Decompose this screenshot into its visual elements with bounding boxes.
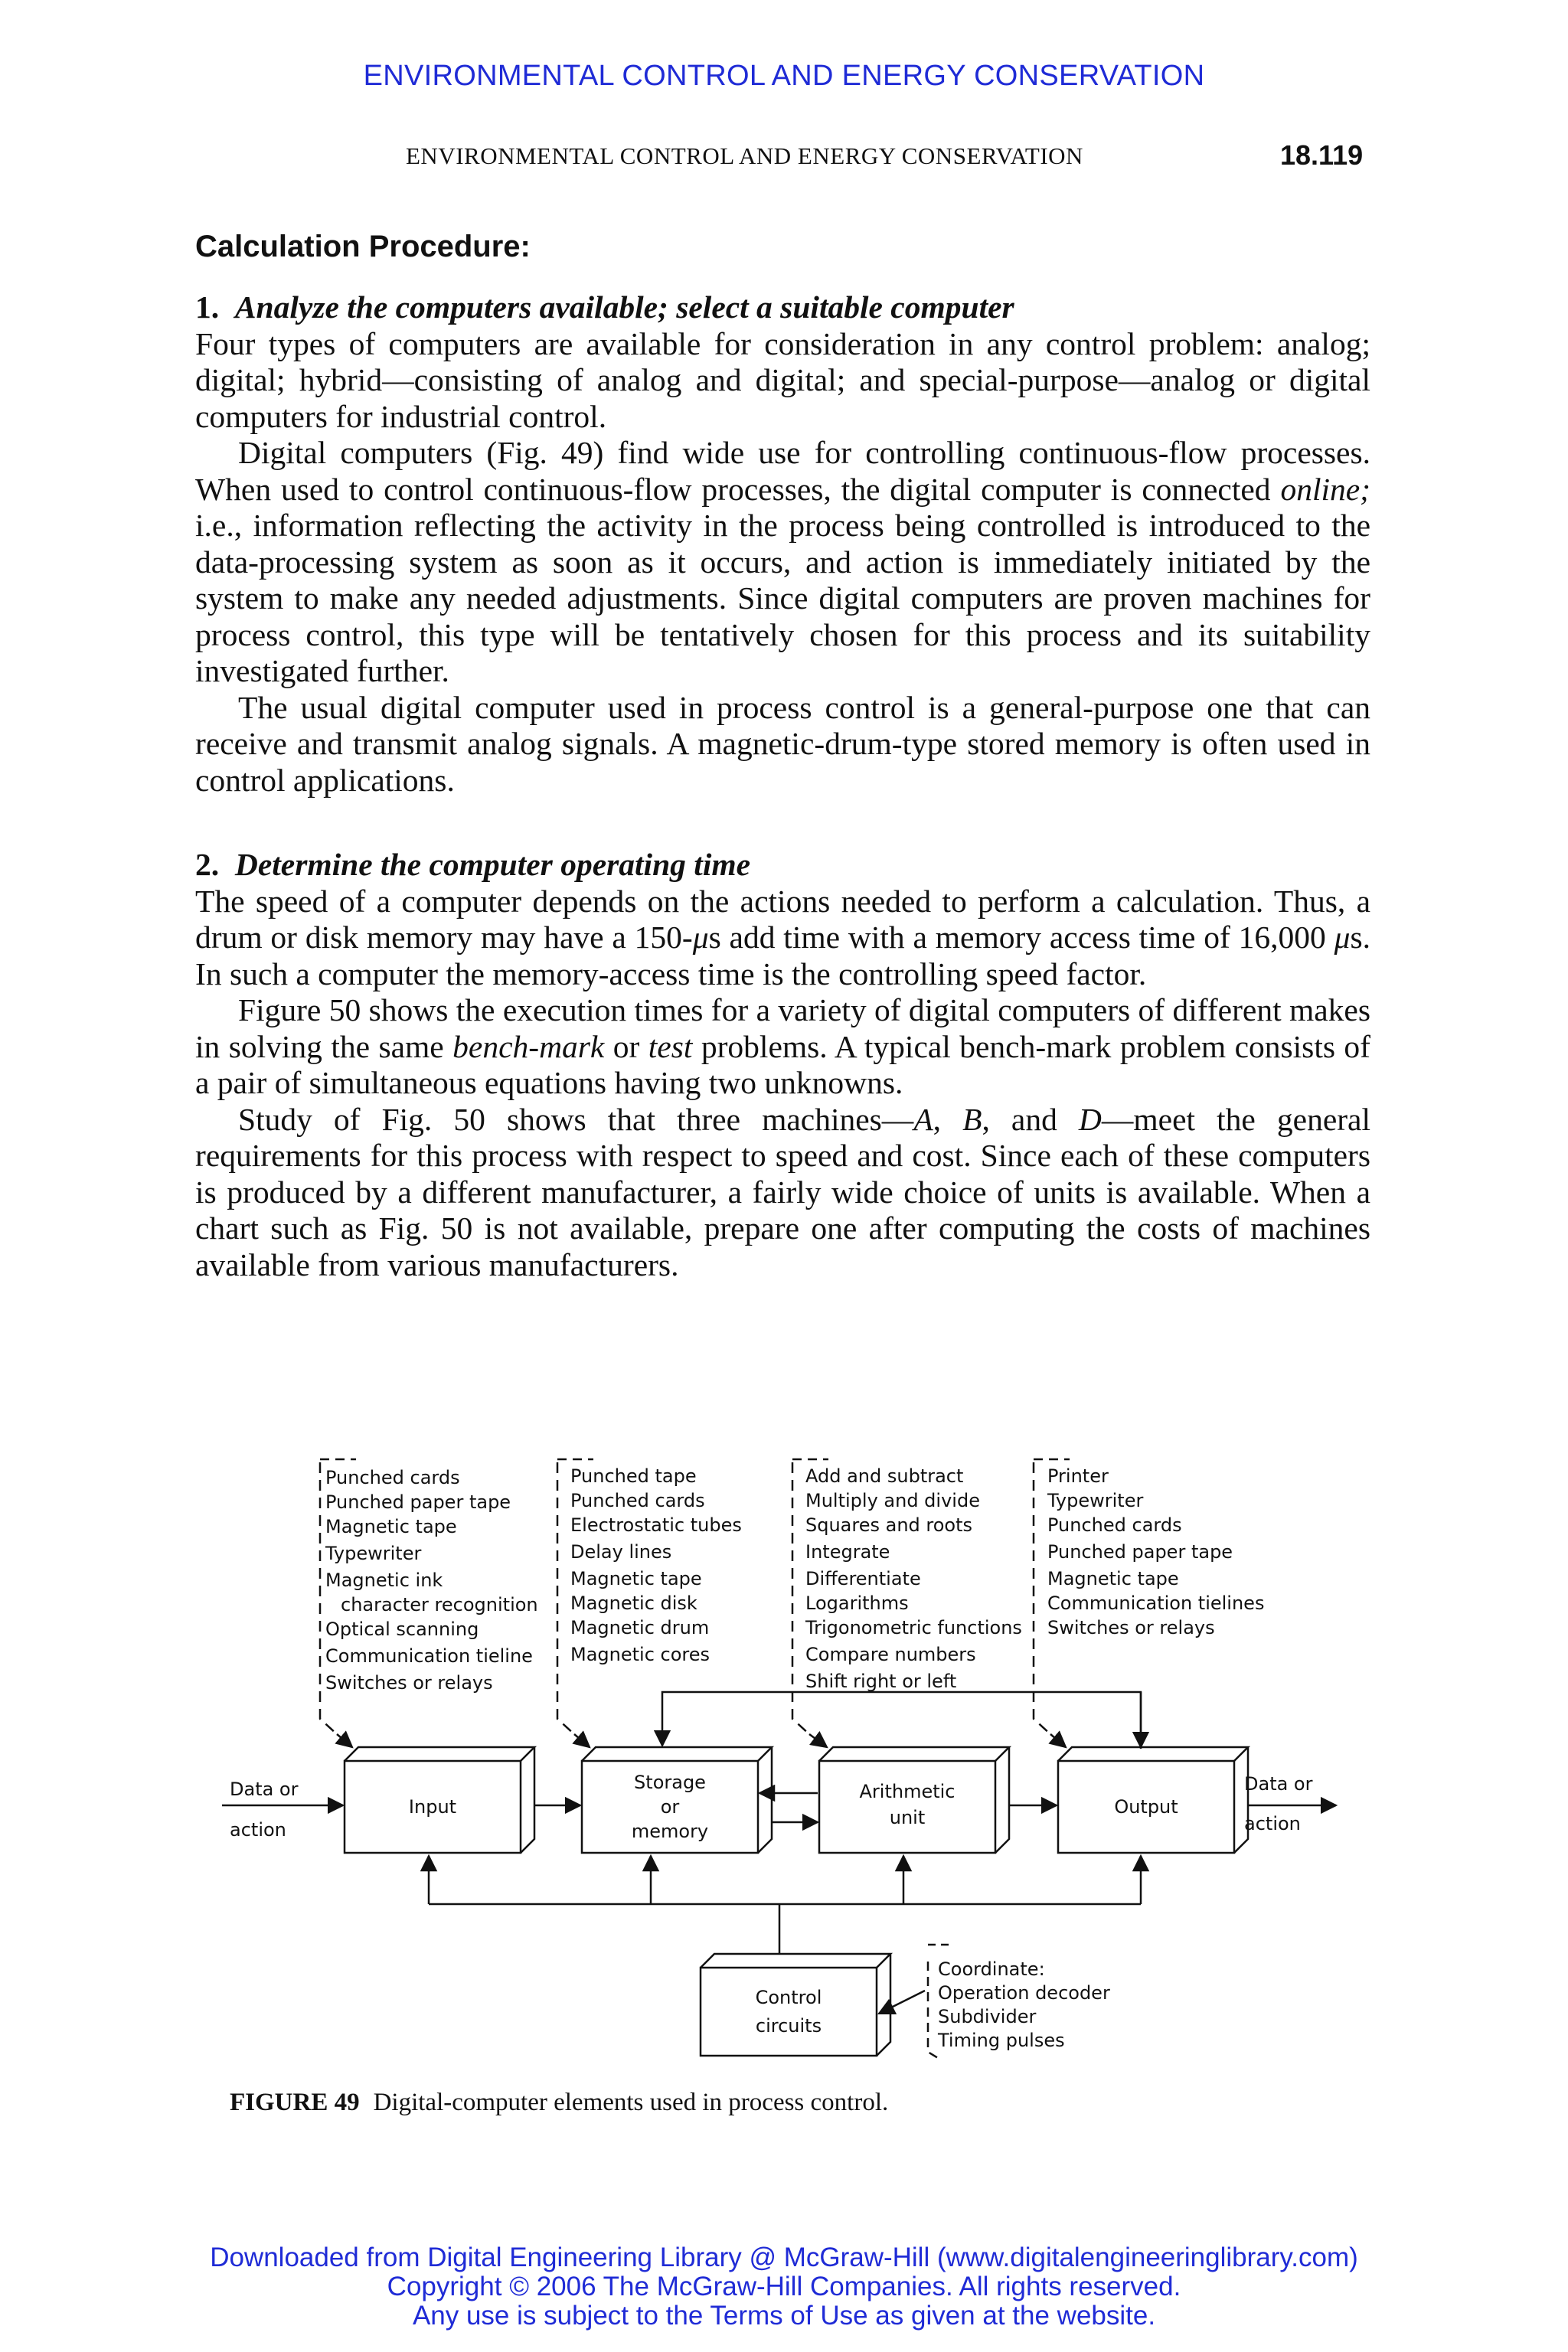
input-list: [325, 1467, 538, 1694]
svg-text:Switches or relays: Switches or relays: [1047, 1617, 1215, 1638]
arith-list: [805, 1465, 1022, 1692]
control-box-label: Control: [755, 1987, 822, 2008]
svg-text:Communication tielines: Communication tielines: [1047, 1592, 1265, 1614]
svg-text:Typewriter: Typewriter: [1047, 1490, 1144, 1511]
svg-text:Punched cards: Punched cards: [325, 1467, 460, 1488]
svg-text:Magnetic tape: Magnetic tape: [570, 1568, 702, 1589]
input-box-label: Input: [408, 1796, 457, 1818]
output-box-label: Output: [1114, 1796, 1178, 1818]
svg-text:Timing pulses: Timing pulses: [938, 2030, 1065, 2051]
svg-text:Subdivider: Subdivider: [938, 2006, 1037, 2027]
footer: [0, 2243, 1568, 2331]
svg-text:Electrostatic tubes: Electrostatic tubes: [570, 1514, 742, 1536]
footer-line-1: Downloaded from Digital Engineering Library @ McGraw-Hill (www.digitalengineeringlibrary.com): [210, 2243, 1358, 2272]
arith-box-label: Arithmetic: [859, 1781, 956, 1802]
svg-text:Magnetic tape: Magnetic tape: [325, 1516, 457, 1537]
output-list: [1047, 1465, 1264, 1638]
arith-box-label-2: unit: [889, 1807, 926, 1828]
section-1-paragraph-2: Digital computers (Fig. 49) find wide use for controlling continuous-flow processes. When used to control continuous-flow processes, the digital computer is connected online; i.e., information reflecting the activity in the process being controlled is introduced to the data-processing system as soon as it occurs, and action is immediately initiated by the system to make any needed adjustments. Since digital computers are proven machines for process control, this type will be tentatively chosen for this process and its suitability investigated further.: [195, 435, 1370, 688]
svg-text:Communication tieline: Communication tieline: [325, 1645, 533, 1667]
svg-text:Magnetic disk: Magnetic disk: [570, 1592, 697, 1614]
footer-line-3: Any use is subject to the Terms of Use as given at the website.: [412, 2301, 1156, 2331]
svg-text:Magnetic cores: Magnetic cores: [570, 1644, 710, 1665]
section-1: [195, 289, 1370, 799]
svg-text:Punched paper tape: Punched paper tape: [325, 1491, 511, 1513]
section-2-heading: 2. Determine the computer operating time: [195, 847, 751, 882]
svg-text:Delay lines: Delay lines: [570, 1541, 672, 1563]
svg-text:Trigonometric functions: Trigonometric functions: [805, 1617, 1022, 1638]
svg-text:Punched cards: Punched cards: [1047, 1514, 1182, 1536]
section-2-paragraph-1: The speed of a computer depends on the actions needed to perform a calculation. Thus, a drum or disk memory may have a 150-μs add time with a memory access time of 16,000 μs. In such a computer the memory-access time is the controlling speed factor.: [195, 883, 1370, 991]
svg-text:Typewriter: Typewriter: [325, 1543, 422, 1564]
svg-text:Compare numbers: Compare numbers: [805, 1644, 976, 1665]
svg-text:Punched tape: Punched tape: [570, 1465, 697, 1487]
storage-box-label-3: memory: [631, 1821, 709, 1842]
section-2-paragraph-3: Study of Fig. 50 shows that three machines—A, B, and D—meet the general requirements for this process with respect to speed and cost. Since each of these computers is produced by a different manufacturer, a fairly wide choice of units is available. When a chart such as Fig. 50 is not available, prepare one after computing the costs of machines available from various manufacturers.: [195, 1101, 1371, 1282]
running-head: ENVIRONMENTAL CONTROL AND ENERGY CONSERVATION: [406, 142, 1083, 169]
section-1-paragraph-3: The usual digital computer used in process control is a general-purpose one that can receive and transmit analog signals. A magnetic-drum-type stored memory is often used in control applications.: [195, 689, 1370, 798]
section-1-paragraph-1: Four types of computers are available for consideration in any control problem: analog; digital; hybrid—consisting of analog and digital; and special-purpose—analog or digital computers for industrial control.: [195, 325, 1370, 434]
data-out-label: Data or: [1244, 1773, 1313, 1795]
figure-caption: FIGURE 49 Digital-computer elements used in process control.: [230, 2089, 889, 2116]
svg-text:Coordinate:: Coordinate:: [938, 1958, 1045, 1980]
svg-text:Add and subtract: Add and subtract: [805, 1465, 964, 1487]
svg-text:Integrate: Integrate: [805, 1541, 890, 1563]
procedure-heading: Calculation Procedure:: [195, 230, 531, 263]
svg-text:Magnetic tape: Magnetic tape: [1047, 1568, 1179, 1589]
storage-box-label: Storage: [634, 1772, 706, 1793]
data-out-label-2: action: [1244, 1813, 1301, 1834]
section-2: [195, 847, 1370, 1283]
svg-text:Magnetic drum: Magnetic drum: [570, 1617, 710, 1638]
svg-text:Punched paper tape: Punched paper tape: [1047, 1541, 1233, 1563]
svg-text:Multiply and divide: Multiply and divide: [805, 1490, 980, 1511]
svg-text:character recognition: character recognition: [341, 1594, 538, 1615]
svg-text:Switches or relays: Switches or relays: [325, 1672, 493, 1694]
page-number: 18.119: [1280, 139, 1364, 171]
svg-text:Shift right or left: Shift right or left: [805, 1671, 957, 1692]
control-box-label-2: circuits: [755, 2015, 822, 2037]
svg-text:Printer: Printer: [1047, 1465, 1109, 1487]
svg-text:Squares and roots: Squares and roots: [805, 1514, 973, 1536]
section-2-paragraph-2: Figure 50 shows the execution times for a variety of digital computers of different makes in solving the same bench-mark or test problems. A typical bench-mark problem consists of a pair of simultaneous equations having two unknowns.: [195, 992, 1371, 1100]
storage-box-label-2: or: [660, 1796, 680, 1818]
top-banner: ENVIRONMENTAL CONTROL AND ENERGY CONSERVATION: [363, 60, 1205, 92]
svg-text:Logarithms: Logarithms: [805, 1592, 909, 1614]
data-in-label-2: action: [230, 1819, 286, 1841]
svg-text:Magnetic ink: Magnetic ink: [325, 1570, 443, 1591]
section-1-heading: 1. Analyze the computers available; select a suitable computer: [195, 289, 1014, 325]
svg-text:Differentiate: Differentiate: [805, 1568, 921, 1589]
svg-text:Optical scanning: Optical scanning: [325, 1619, 479, 1640]
footer-line-2: Copyright © 2006 The McGraw-Hill Companies. All rights reserved.: [387, 2272, 1181, 2301]
svg-text:Operation decoder: Operation decoder: [938, 1982, 1110, 2004]
svg-text:Punched cards: Punched cards: [570, 1490, 705, 1511]
figure-49-diagram: [222, 1447, 1348, 2075]
control-list: [937, 1958, 1110, 2051]
bracket-control: [928, 1962, 938, 2058]
data-in-label: Data or: [230, 1779, 299, 1800]
storage-list: [570, 1465, 742, 1665]
